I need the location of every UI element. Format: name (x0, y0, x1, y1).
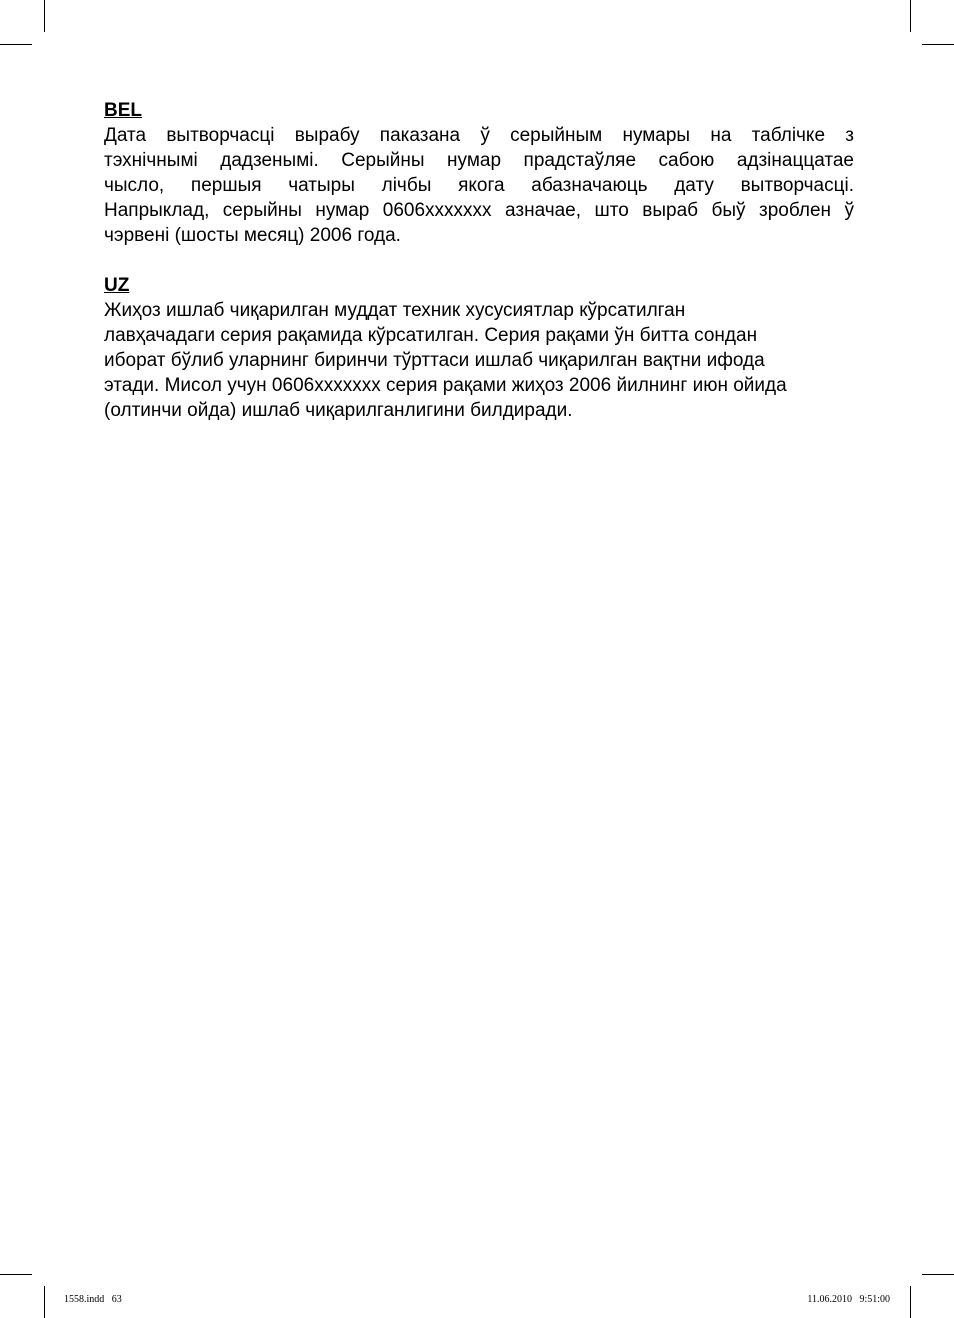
section-heading-uz: UZ (104, 275, 130, 296)
section-paragraph-uz (104, 298, 854, 423)
crop-mark-top-right-vertical (910, 0, 911, 32)
crop-mark-top-right-horizontal (922, 44, 954, 45)
crop-mark-top-left-vertical (44, 0, 45, 32)
footer-file-info: 1558.indd 63 (64, 1294, 122, 1305)
section-uz (104, 273, 854, 423)
crop-mark-bottom-left-vertical (44, 1286, 45, 1318)
paragraph-line: иборат бўлиб уларнинг биринчи тўрттаси ишлаб чиқарилган вақтни ифода (104, 350, 765, 371)
paragraph-line: чысло, першыя чатыры лічбы якога абазначаюць дату вытворчасці. (104, 175, 854, 196)
crop-mark-top-left-horizontal (0, 44, 32, 45)
section-bel (104, 98, 854, 248)
paragraph-line: Жиҳоз ишлаб чиқарилган муддат техник хусусиятлар кўрсатилган (104, 300, 686, 321)
crop-mark-bottom-right-vertical (910, 1286, 911, 1318)
section-heading-bel: BEL (104, 100, 142, 121)
paragraph-line: лавҳачадаги серия рақамида кўрсатилган. Серия рақами ўн битта сондан (104, 325, 758, 346)
section-paragraph-bel (104, 123, 854, 248)
crop-mark-bottom-left-horizontal (0, 1274, 32, 1275)
document-body (104, 98, 854, 423)
paragraph-line: этади. Мисол учун 0606xxxxxxx серия рақами жиҳоз 2006 йилнинг июн ойида (104, 375, 787, 396)
paragraph-line: тэхнічнымі дадзенымі. Серыйны нумар прадстаўляе сабою адзінаццатае (104, 150, 854, 171)
crop-mark-bottom-right-horizontal (922, 1274, 954, 1275)
paragraph-line: Напрыклад, серыйны нумар 0606xxxxxxx азначае, што выраб быў зроблен ў (104, 200, 854, 221)
paragraph-line: Дата вытворчасці вырабу паказана ў серыйным нумары на таблічке з (104, 125, 854, 146)
footer-datetime: 11.06.2010 9:51:00 (807, 1294, 890, 1305)
paragraph-line: (олтинчи ойда) ишлаб чиқарилганлигини билдиради. (104, 400, 573, 421)
paragraph-line: чэрвені (шосты месяц) 2006 года. (104, 225, 401, 246)
